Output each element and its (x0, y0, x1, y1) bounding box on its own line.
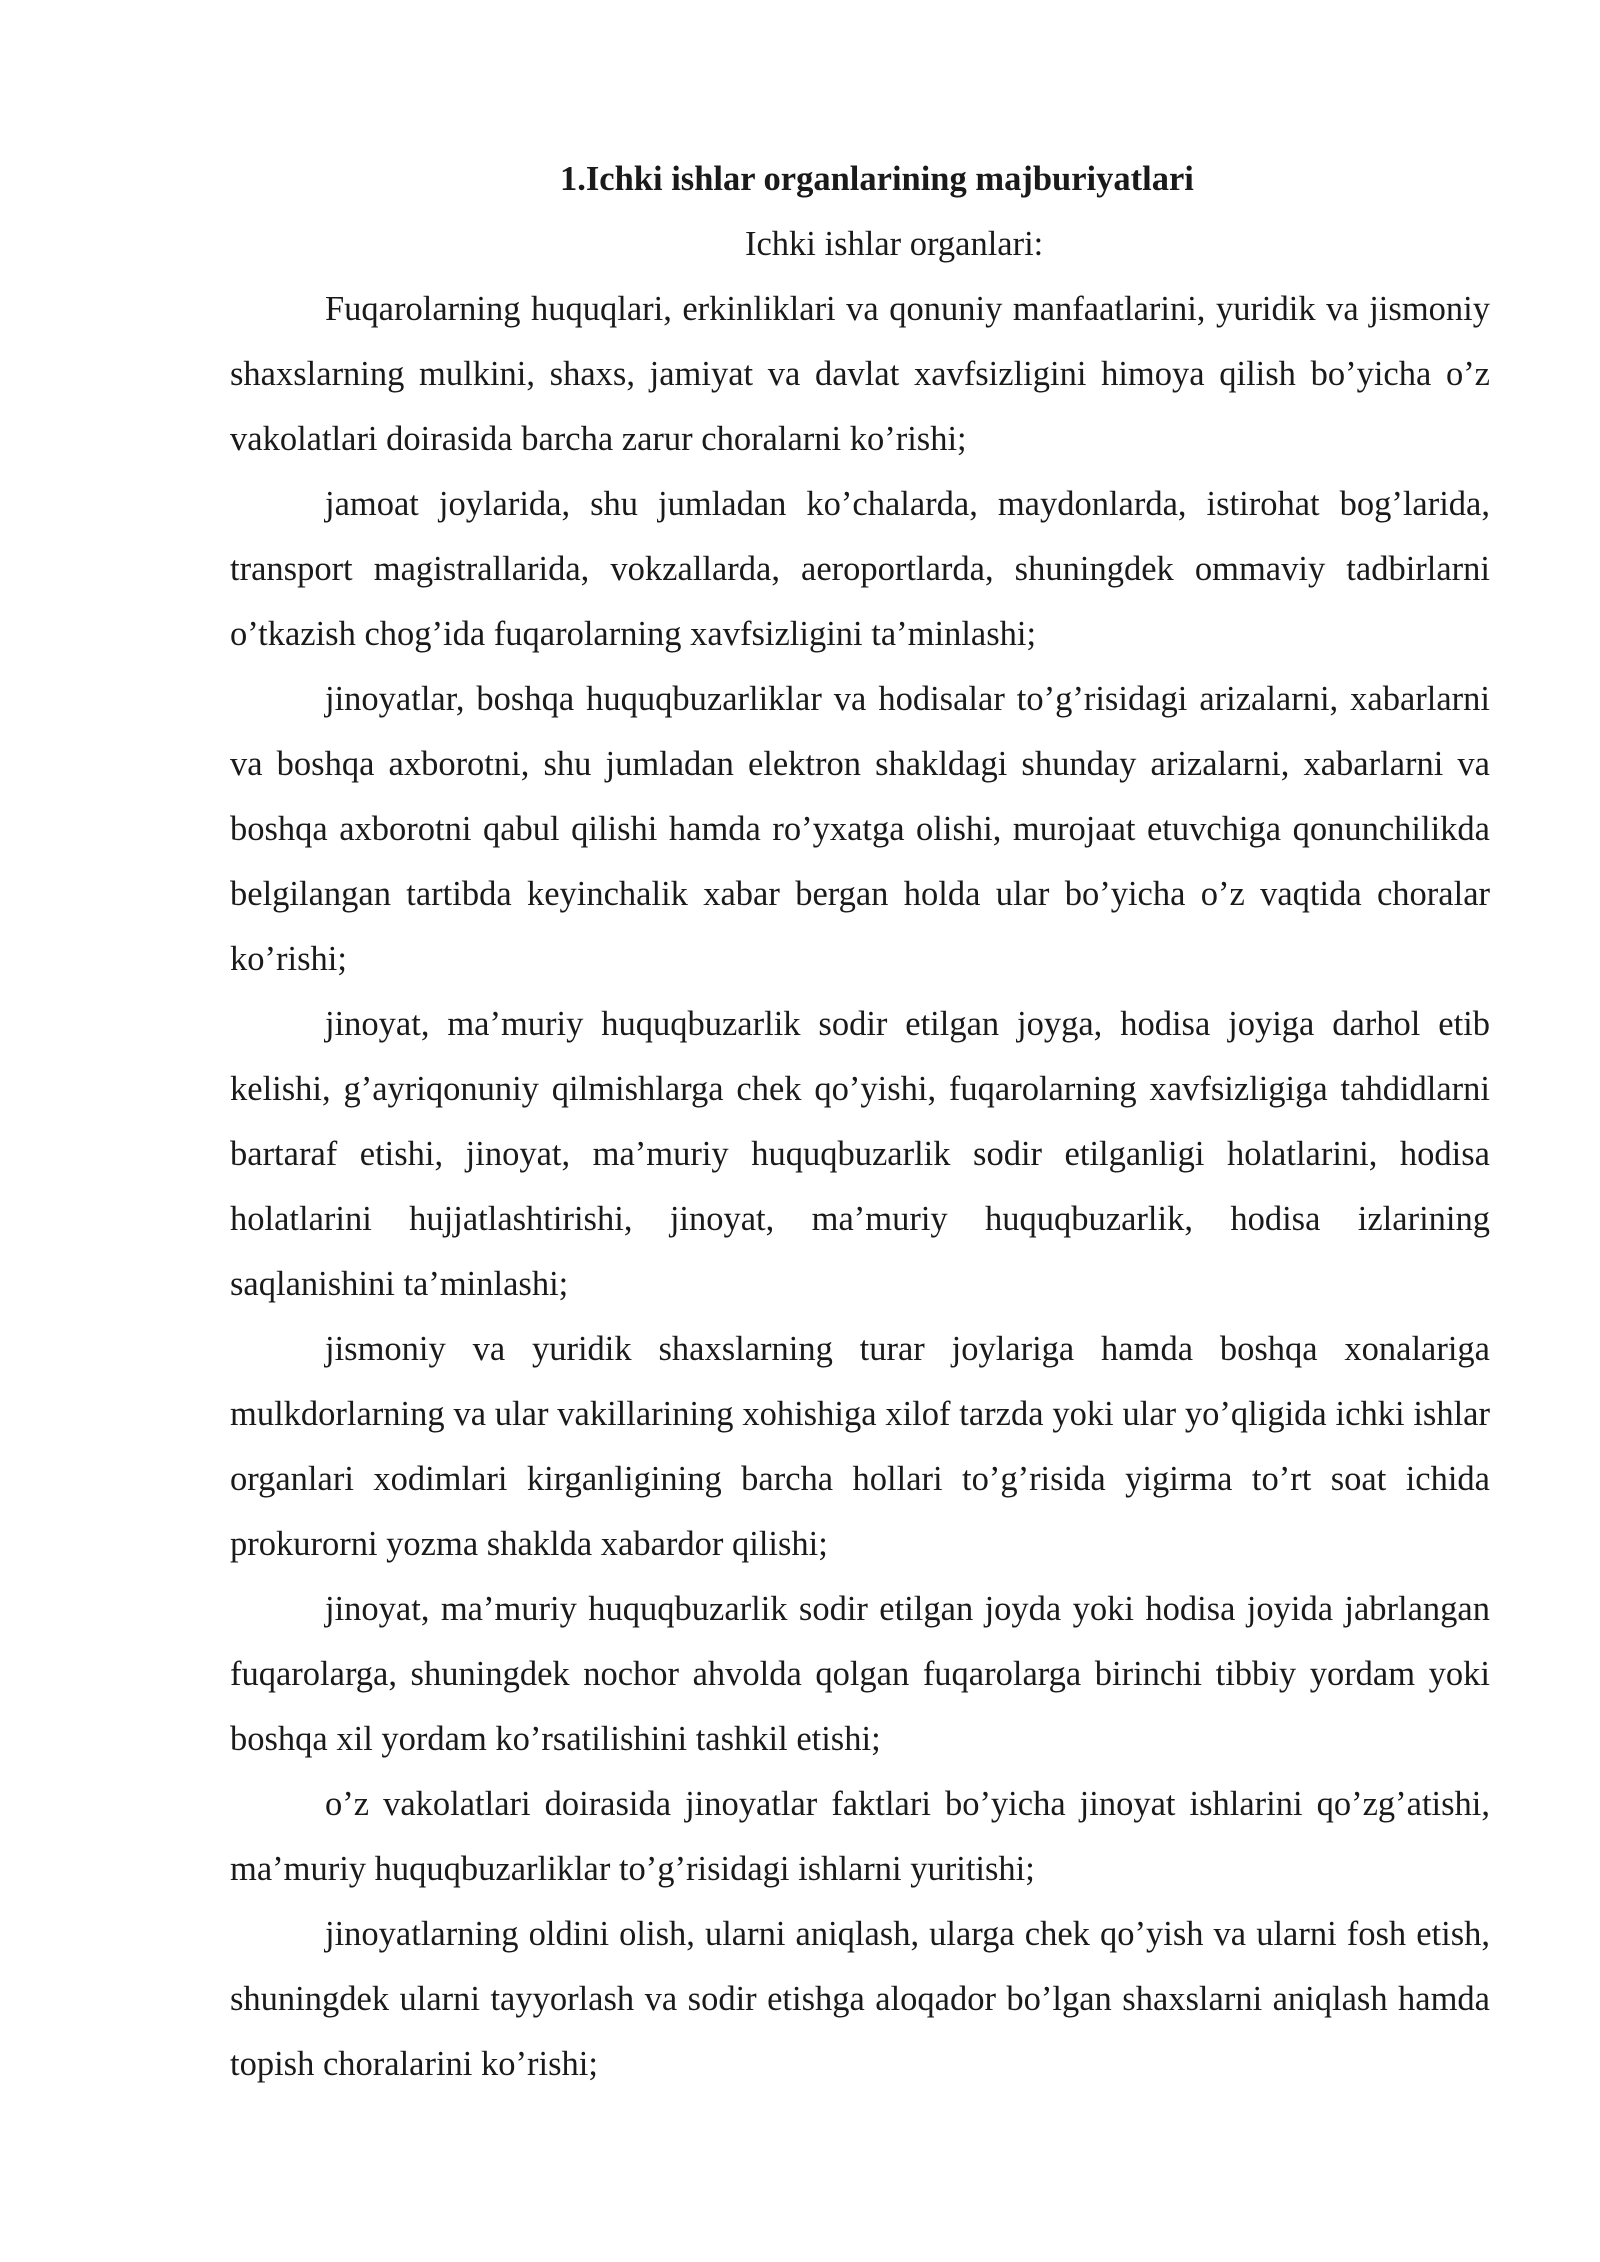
document-subtitle: Ichki ishlar organlari: (745, 225, 1044, 263)
paragraph: jinoyat, ma’muriy huquqbuzarlik sodir etilgan joyga, hodisa joyiga darhol etib kelishi, g’ayriqonuniy qilmishlarga chek qo’yishi, fuqarolarning xavfsizligiga tahdidlarni bartaraf etishi, jinoyat, ma’muriy huquqbuzarlik sodir etilganligi holatlarini, hodisa holatlarini hujjatlashtirishi, jinoyat, ma’muriy huquqbuzarlik, hodisa izlarining saqlanishini ta’minlashi; (230, 1005, 1490, 1303)
paragraph: jinoyatlarning oldini olish, ularni aniqlash, ularga chek qo’yish va ularni fosh etish, shuningdek ularni tayyorlash va sodir etishga aloqador bo’lgan shaxslarni aniqlash hamda topish choralarini ko’rishi; (230, 1915, 1490, 2083)
paragraph: Fuqarolarning huquqlari, erkinliklari va qonuniy manfaatlarini, yuridik va jismoniy shaxslarning mulkini, shaxs, jamiyat va davlat xavfsizligini himoya qilish bo’yicha o’z vakolatlari doirasida barcha zarur choralarni ko’rishi; (230, 290, 1490, 458)
paragraph: jinoyatlar, boshqa huquqbuzarliklar va hodisalar to’g’risidagi arizalarni, xabarlarni va boshqa axborotni, shu jumladan elektron shakldagi shunday arizalarni, xabarlarni va boshqa axborotni qabul qilishi hamda ro’yxatga olishi, murojaat etuvchiga qonunchilikda belgilangan tartibda keyinchalik xabar bergan holda ular bo’yicha o’z vaqtida choralar ko’rishi; (230, 680, 1490, 978)
paragraph: jinoyat, ma’muriy huquqbuzarlik sodir etilgan joyda yoki hodisa joyida jabrlangan fuqarolarga, shuningdek nochor ahvolda qolgan fuqarolarga birinchi tibbiy yordam yoki boshqa xil yordam ko’rsatilishini tashkil etishi; (230, 1590, 1490, 1758)
paragraph: jismoniy va yuridik shaxslarning turar joylariga hamda boshqa xonalariga mulkdorlarning va ular vakillarining xohishiga xilof tarzda yoki ular yo’qligida ichki ishlar organlari xodimlari kirganligining barcha hollari to’g’risida yigirma to’rt soat ichida prokurorni yozma shaklda xabardor qilishi; (230, 1330, 1490, 1563)
paragraph: o’z vakolatlari doirasida jinoyatlar faktlari bo’yicha jinoyat ishlarini qo’zg’atishi, ma’muriy huquqbuzarliklar to’g’risidagi ishlarni yuritishi; (230, 1785, 1490, 1888)
paragraph: jamoat joylarida, shu jumladan ko’chalarda, maydonlarda, istirohat bog’larida, transport magistrallarida, vokzallarda, aeroportlarda, shuningdek ommaviy tadbirlarni o’tkazish chog’ida fuqarolarning xavfsizligini ta’minlashi; (230, 485, 1490, 653)
document-title: 1.Ichki ishlar organlarining majburiyatlari (560, 160, 1194, 198)
document-body (230, 147, 1490, 2097)
